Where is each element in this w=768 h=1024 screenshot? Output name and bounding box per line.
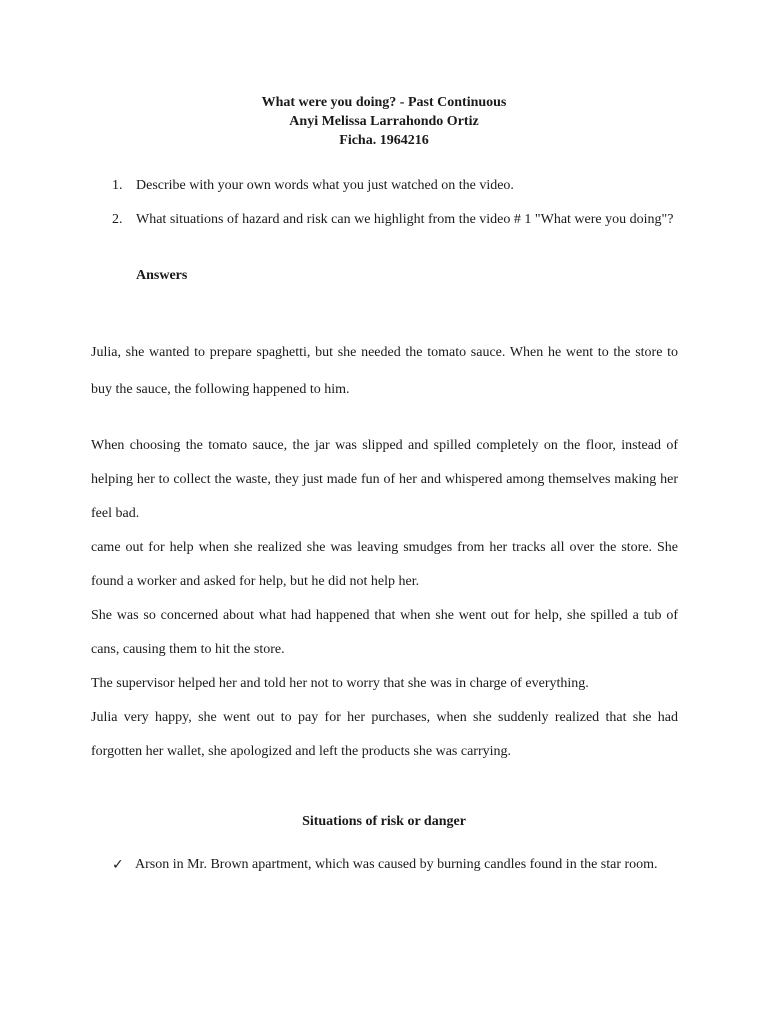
question-text: What situations of hazard and risk can we highlight from the video # 1 "What were you doing"? xyxy=(136,212,674,227)
story-paragraph: She was so concerned about what had happened that when she went out for help, she spilled a tub of cans, causing them to hit the store. xyxy=(91,608,678,657)
document-title: What were you doing? - Past Continuous xyxy=(261,95,507,110)
ficha-number: Ficha. 1964216 xyxy=(339,133,429,148)
question-text: Describe with your own words what you just watched on the video. xyxy=(136,178,514,193)
check-icon: ✓ xyxy=(112,857,124,873)
story-paragraph: came out for help when she realized she was leaving smudges from her tracks all over the store. She found a worker and asked for help, but he did not help her. xyxy=(91,540,678,589)
story-body xyxy=(91,429,678,769)
question-number: 1. xyxy=(112,178,123,193)
risk-list xyxy=(110,847,678,883)
question-list xyxy=(112,176,678,244)
risk-heading: Situations of risk or danger xyxy=(302,814,466,829)
story-paragraph: The supervisor helped her and told her not to worry that she was in charge of everything. xyxy=(91,676,589,691)
author-name: Anyi Melissa Larrahondo Ortiz xyxy=(289,114,479,129)
question-item xyxy=(112,176,678,196)
story-paragraph: When choosing the tomato sauce, the jar was slipped and spilled completely on the floor, instead of helping her to collect the waste, they just made fun of her and whispered among themselves making her feel bad. xyxy=(91,438,678,521)
question-item xyxy=(112,210,678,230)
risk-item xyxy=(110,847,678,883)
question-number: 2. xyxy=(112,212,123,227)
story-intro-paragraph: Julia, she wanted to prepare spaghetti, but she needed the tomato sauce. When he went to the store to buy the sauce, the following happened to him. xyxy=(91,345,678,397)
document-header xyxy=(0,93,768,150)
story-paragraph: Julia very happy, she went out to pay for her purchases, when she suddenly realized that she had forgotten her wallet, she apologized and left the products she was carrying. xyxy=(91,710,678,759)
risk-text: Arson in Mr. Brown apartment, which was caused by burning candles found in the star room. xyxy=(135,857,658,872)
answers-heading: Answers xyxy=(136,268,188,283)
